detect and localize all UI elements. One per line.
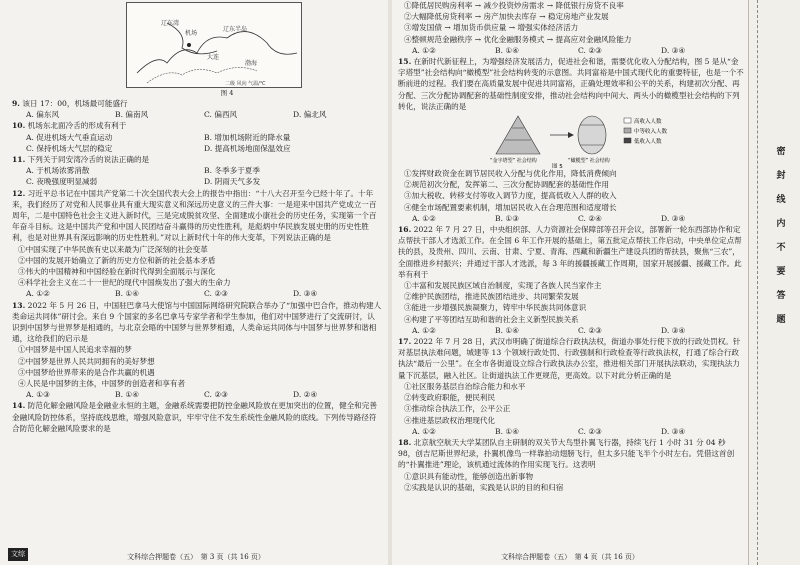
seal-line-sidebar xyxy=(748,0,800,565)
statement: ①中国梦是中国人民追求幸福的梦 xyxy=(18,345,132,355)
option: A. ①② xyxy=(412,426,436,436)
question-stem: 机场东北面冷舌的形成有利于 xyxy=(27,121,127,131)
option: A. 于机场浓雾消散 xyxy=(26,166,90,176)
option: B. ①④ xyxy=(115,390,140,400)
option: B. ①④ xyxy=(495,426,520,436)
statement: ③加大税收、转移支付等收入调节力度，提高低收入人群的收入 xyxy=(404,191,617,201)
social-structure-figure xyxy=(488,112,718,168)
option: B. 冬季多于夏季 xyxy=(204,166,260,176)
statement: ①发挥财政资金在调节居民收入分配与优化作用，降低消费倾向 xyxy=(404,169,617,179)
statement: ④推进基层政权治理现代化 xyxy=(404,415,496,425)
option: D. 提高机场地面保温效应 xyxy=(204,143,291,153)
statement: ②规范初次分配，发挥第二、三次分配协调配套的基础性作用 xyxy=(404,180,610,190)
option: B. 偏南风 xyxy=(115,110,149,120)
option: C. ②③ xyxy=(204,289,228,299)
question-stem: 北京航空航天大学某团队自主研制的双关节大鸟型扑翼飞行器，持续飞行 1 小时 31 分 04 秒 98，创吉尼斯世界纪录，扑翼机像鸟一样靠拍动翅膀飞行，但太多只能飞半个小时左右。凭借这首创的“扑翼推进”理论，该机通过流体的作用实现飞行。这表明 xyxy=(398,437,735,470)
option: A. ①③ xyxy=(26,390,50,400)
question-number: 10. xyxy=(12,121,26,131)
subject-tag: 文综 xyxy=(8,548,28,561)
statement: ①降低居民购房利率 → 减少投资炒房需求 → 降低银行房贷不良率 xyxy=(404,1,624,10)
option: D. ③④ xyxy=(293,289,318,299)
statement: ②转变政府职能，便民利民 xyxy=(404,393,496,403)
option: C. ②④ xyxy=(578,213,602,223)
statement: ④整顿规范金融秩序 → 优化金融服务模式 → 提高应对金融风险能力 xyxy=(404,34,632,44)
option: C. 夜晚强度明显减弱 xyxy=(26,177,98,187)
statement: ②维护民族团结，推进民族团结进步、共同繁荣发展 xyxy=(404,292,579,302)
legend-label: 低收入人数 xyxy=(634,139,662,146)
statement: ①意识具有能动性，能够创造出新事物 xyxy=(404,471,534,481)
question-stem: 在新时代新征程上，为增强经济发展活力，促进社会和谐，需要优化收入分配结构，图 5 是从“金字塔型”社会结构向“橄榄型”社会结构转变的示意图。共同富裕是中国式现代化的重要特征，也是一个不断前进的过程。我们要在高质量发展中促进共同富裕，正确处理效率和公平的关系，构建初次分配、再分配、三次分配协调配套的基础性制度安排，推动社会结构向中间大、两头小的橄榄型社会结构的下列转化，说法正确的是 xyxy=(398,57,744,111)
question-number: 13. xyxy=(12,300,26,310)
question-11 xyxy=(12,154,382,188)
option: C. ②③ xyxy=(578,325,602,335)
option: D. ②④ xyxy=(293,390,318,400)
option: A. ①② xyxy=(412,325,436,335)
option: D. ③④ xyxy=(661,426,686,436)
right-page xyxy=(392,0,748,565)
seal-line xyxy=(757,0,758,565)
statement: ③推动综合执法工作，公平公正 xyxy=(404,404,511,414)
question-stem: 防范化解金融风险是金融业永恒的主题，金融系统需要把防控金融风险放在更加突出的位置，健全和完善金融风险防控体系，坚持底线思维，增强风险意识，牢牢守住不发生系统性金融风险的底线。下列传导路径符合防范化解金融风险要求的是 xyxy=(12,401,377,433)
option: B. ①③ xyxy=(495,213,520,223)
map-legend: 二级 风向 气温/℃ xyxy=(225,81,266,87)
seal-warning: 密封线内不要答题 xyxy=(776,147,786,325)
question-10 xyxy=(12,120,382,154)
statement: ④构建了平等团结互助和谐的社会主义新型民族关系 xyxy=(404,314,579,324)
statement: ③伟大的中国精神和中国经验在新时代得到全面展示与深化 xyxy=(18,267,216,277)
question-stem: 2022 年 7 月 27 日，中央组织部、人力资源社会保障部等召开会议，部署新一轮东西部协作和定点帮扶干部人才选派工作。在全国 6 年工作开展的基础上，第五批定点帮扶工作启动，中央单位定点帮扶的县，及贵州、四川、云南、甘肃、宁夏、青海、西藏和新疆生产建设兵团的帮扶县，聚焦“三农”，全面推进乡村振兴；并通过干部人才选派，每 3 年的援疆援藏工作周期，国家开展援疆、援藏工作。此举有利于 xyxy=(398,225,742,279)
question-15 xyxy=(398,56,744,224)
statement: ③增发国债 → 增加货币供应量 → 增强实体经济活力 xyxy=(404,23,579,33)
question-number: 17. xyxy=(398,337,412,347)
statement: ①中国实现了中华民族有史以来最为广泛深刻的社会变革 xyxy=(18,244,208,254)
page-footer: 文科综合押题卷（五） 第 3 页（共 16 页） xyxy=(127,552,265,561)
question-stem: 习近平总书记在中国共产党第二十次全国代表大会上的报告中指出：“十八大召开至今已经十年了。十年来，我们经历了对党和人民事业具有重大现实意义和深远历史意义的三件大事：一是迎来中国共产党成立一百周年，二是中国特色社会主义进入新时代，三是完成脱贫攻坚、全面建成小康社会的历史任务，实现第一个百年奋斗目标。这是中国共产党和中国人民团结奋斗赢得的历史性胜利，是彪炳中华民族发展史册的历史性胜利，也是对世界具有深远影响的历史性胜利。”对以上新时代十年的伟大变革，下列说法正确的是 xyxy=(12,188,377,243)
option: D. 阴雨天气多发 xyxy=(204,177,261,187)
question-14-continued xyxy=(398,0,744,56)
option: C. ②③ xyxy=(578,426,602,436)
question-number: 9. xyxy=(12,99,20,108)
question-number: 14. xyxy=(12,401,26,411)
page-footer: 文科综合押题卷（五） 第 4 页（共 16 页） xyxy=(392,552,748,563)
option: A. ①② xyxy=(412,213,436,223)
option: B. ①④ xyxy=(115,289,140,299)
question-13 xyxy=(12,300,382,401)
question-17 xyxy=(398,336,744,437)
statement: ②中国梦是世界人民共同拥有的美好梦想 xyxy=(18,356,155,366)
option: B. ①④ xyxy=(495,325,520,335)
figure-label: “橄榄型” 社会结构 xyxy=(568,158,610,165)
question-number: 15. xyxy=(398,57,412,67)
map-label: 大连 xyxy=(207,54,220,61)
map-figure xyxy=(126,2,302,88)
option: D. ③④ xyxy=(661,325,686,335)
figure-caption: 图 4 xyxy=(220,89,234,97)
option: D. ③④ xyxy=(661,213,686,223)
option: B. 增加机场附近的降水量 xyxy=(204,132,291,142)
map-label: 渤海 xyxy=(245,60,258,67)
structure-diagram xyxy=(488,112,718,168)
legend-label: 高收入人数 xyxy=(634,119,662,126)
option: C. 保持机场大气层的稳定 xyxy=(26,143,113,153)
figure-caption: 图 5 xyxy=(552,164,563,169)
question-stem: 2022 年 7 月 28 日，武汉市明确了街道综合行政执法权，街道办事处行使下放的行政处罚权。针对基层执法难问题，城建等 13 个领域行政处罚、行政强制和行政检查等行政执法权，打通了综合行政执法“最后一公里”。在全市各街道设立综合行政执法办公室，推进相关部门开展执法联动，实现执法力量下沉基层，融入社区。让街道执法工作更规范，更高效。以下对此分析正确的是 xyxy=(398,337,741,380)
question-16 xyxy=(398,224,744,336)
option: C. ②③ xyxy=(204,390,228,400)
map-drawing xyxy=(127,3,303,89)
option: C. 偏西风 xyxy=(204,110,238,120)
question-14 xyxy=(12,400,382,434)
statement: ①社区服务基层自治综合能力和水平 xyxy=(404,381,526,391)
figure-label: “金字塔型” 社会结构 xyxy=(490,158,537,165)
legend-label: 中等收入人数 xyxy=(634,129,668,136)
option: B. ①④ xyxy=(495,45,520,55)
option: A. 偏东风 xyxy=(26,110,60,120)
map-label: 机场 xyxy=(185,30,198,37)
statement: ④健全市场配置要素机制，增加居民收入在合理范围和适度增长 xyxy=(404,202,617,212)
statement: ②中国的发展开始确立了新的历史方位和新的社会基本矛盾 xyxy=(18,255,216,265)
option: D. 偏北风 xyxy=(293,110,327,120)
question-number: 11. xyxy=(12,155,26,165)
map-label: 辽东半岛 xyxy=(223,26,248,33)
question-12 xyxy=(12,188,382,300)
statement: ④科学社会主义在二十一世纪的现代中国焕发出了强大的生命力 xyxy=(18,278,231,288)
statement: ①丰富和发展民族区域自治制度，实现了各族人民当家作主 xyxy=(404,281,602,291)
question-18 xyxy=(398,437,744,493)
statement: ②实践是认识的基础，实践是认识的目的和归宿 xyxy=(404,482,564,492)
question-stem: 下列关于同安湾冷舌的说法正确的是 xyxy=(27,155,150,165)
statement: ③中国梦给世界带来的是合作共赢的机遇 xyxy=(18,367,155,377)
option: A. ①② xyxy=(412,45,436,55)
option: D. ③④ xyxy=(661,45,686,55)
question-number: 18. xyxy=(398,437,412,447)
question-stem: 2022 年 5 月 26 日，中国驻巴拿马大使馆与中国国际网络研究院联合举办了“加强中巴合作，推动构建人类命运共同体”研讨会。来自 9 个国家的多名巴拿马专家学者和学生参加，他们对中国梦进行了交流研讨，认识到中国梦与世界梦是相通的，与北京会晤的中国梦与世界梦相通，人类命运共同体与中国梦与世界梦和谐相通，这给我们的启示是 xyxy=(12,300,382,344)
map-label: 辽东湾 xyxy=(161,20,180,27)
question-stem: 该日 17：00，机场最可能盛行 xyxy=(22,99,128,108)
option: C. ②③ xyxy=(578,45,602,55)
option: A. 促进机场大气垂直运动 xyxy=(26,132,113,142)
statement: ②大幅降低房贷利率 → 房产加快去库存 → 稳定房地产业发展 xyxy=(404,12,609,22)
option: A. ①② xyxy=(26,289,50,299)
statement: ④人民是中国梦的主体，中国梦的创造者和享有者 xyxy=(18,379,186,389)
question-9 xyxy=(12,98,382,120)
statement: ③能进一步增强民族凝聚力，铸牢中华民族共同体意识 xyxy=(404,303,587,313)
question-number: 16. xyxy=(398,225,412,235)
question-number: 12. xyxy=(12,188,26,198)
left-page xyxy=(4,0,388,565)
